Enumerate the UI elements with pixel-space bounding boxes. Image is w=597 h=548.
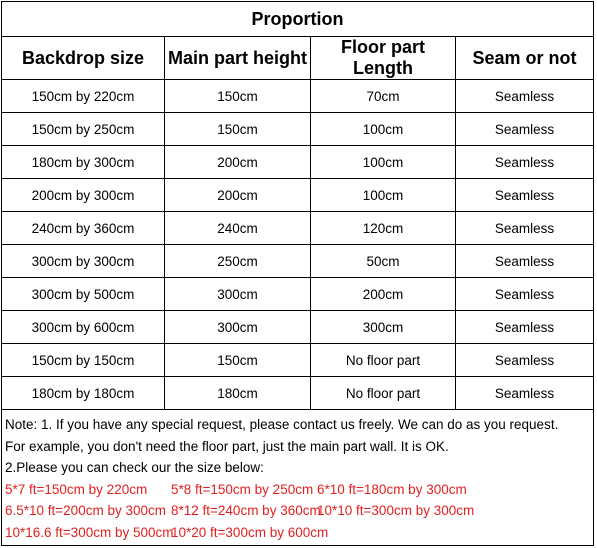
cell-backdrop-size: 180cm by 300cm [2, 146, 165, 179]
cell-backdrop-size: 150cm by 220cm [2, 80, 165, 113]
header-backdrop-size: Backdrop size [2, 37, 165, 80]
table-title: Proportion [2, 2, 594, 37]
size-item: 5*8 ft=150cm by 250cm [171, 481, 314, 497]
cell-main-part-height: 150cm [165, 344, 311, 377]
cell-floor-part-length: No floor part [311, 344, 456, 377]
note-line-2: For example, you don't need the floor part, just the main part wall. It is OK. [5, 438, 449, 454]
table-row [2, 344, 594, 377]
table-body [2, 80, 594, 410]
table-row [2, 311, 594, 344]
cell-seam-or-not: Seamless [456, 146, 594, 179]
cell-main-part-height: 240cm [165, 212, 311, 245]
note-line-3: 2.Please you can check our the size below: [5, 460, 264, 475]
size-item: 10*20 ft=300cm by 600cm [171, 524, 329, 540]
proportion-table [1, 1, 594, 410]
cell-seam-or-not: Seamless [456, 179, 594, 212]
cell-backdrop-size: 150cm by 250cm [2, 113, 165, 146]
cell-backdrop-size: 300cm by 500cm [2, 278, 165, 311]
cell-floor-part-length: No floor part [311, 377, 456, 410]
size-item: 10*16.6 ft=300cm by 500cm [5, 524, 174, 540]
table-row [2, 245, 594, 278]
size-item: 6.5*10 ft=200cm by 300cm [5, 503, 166, 518]
cell-floor-part-length: 100cm [311, 146, 456, 179]
note-line-1: Note: 1. If you have any special request, please contact us freely. We can do as you request. [5, 417, 559, 432]
size-item: 5*7 ft=150cm by 220cm [5, 481, 148, 497]
header-main-part-height: Main part height [165, 37, 311, 80]
size-item: 10*10 ft=300cm by 300cm [317, 503, 475, 518]
cell-floor-part-length: 100cm [311, 179, 456, 212]
cell-backdrop-size: 240cm by 360cm [2, 212, 165, 245]
cell-seam-or-not: Seamless [456, 245, 594, 278]
cell-backdrop-size: 300cm by 600cm [2, 311, 165, 344]
cell-floor-part-length: 300cm [311, 311, 456, 344]
cell-seam-or-not: Seamless [456, 311, 594, 344]
table-row [2, 278, 594, 311]
cell-main-part-height: 150cm [165, 113, 311, 146]
proportion-table-sheet [1, 1, 594, 546]
cell-seam-or-not: Seamless [456, 80, 594, 113]
cell-floor-part-length: 200cm [311, 278, 456, 311]
size-item: 8*12 ft=240cm by 360cm [171, 503, 321, 518]
cell-main-part-height: 250cm [165, 245, 311, 278]
cell-floor-part-length: 70cm [311, 80, 456, 113]
cell-seam-or-not: Seamless [456, 278, 594, 311]
header-row [2, 37, 594, 80]
cell-seam-or-not: Seamless [456, 344, 594, 377]
notes-section [2, 410, 593, 543]
header-floor-part-length: Floor part Length [311, 37, 456, 80]
header-seam-or-not: Seam or not [456, 37, 594, 80]
cell-floor-part-length: 120cm [311, 212, 456, 245]
cell-main-part-height: 150cm [165, 80, 311, 113]
table-row [2, 146, 594, 179]
title-row [2, 2, 594, 37]
table-row [2, 113, 594, 146]
table-row [2, 179, 594, 212]
cell-main-part-height: 180cm [165, 377, 311, 410]
cell-seam-or-not: Seamless [456, 377, 594, 410]
size-line-2 [5, 500, 593, 522]
table-row [2, 377, 594, 410]
cell-floor-part-length: 100cm [311, 113, 456, 146]
cell-backdrop-size: 200cm by 300cm [2, 179, 165, 212]
cell-main-part-height: 300cm [165, 311, 311, 344]
size-line-1 [5, 479, 593, 501]
table-row [2, 212, 594, 245]
cell-seam-or-not: Seamless [456, 212, 594, 245]
cell-backdrop-size: 150cm by 150cm [2, 344, 165, 377]
cell-floor-part-length: 50cm [311, 245, 456, 278]
cell-main-part-height: 200cm [165, 179, 311, 212]
table-row [2, 80, 594, 113]
cell-main-part-height: 200cm [165, 146, 311, 179]
size-item: 6*10 ft=180cm by 300cm [317, 481, 467, 497]
cell-backdrop-size: 300cm by 300cm [2, 245, 165, 278]
cell-seam-or-not: Seamless [456, 113, 594, 146]
cell-main-part-height: 300cm [165, 278, 311, 311]
cell-backdrop-size: 180cm by 180cm [2, 377, 165, 410]
size-line-3 [5, 522, 593, 544]
